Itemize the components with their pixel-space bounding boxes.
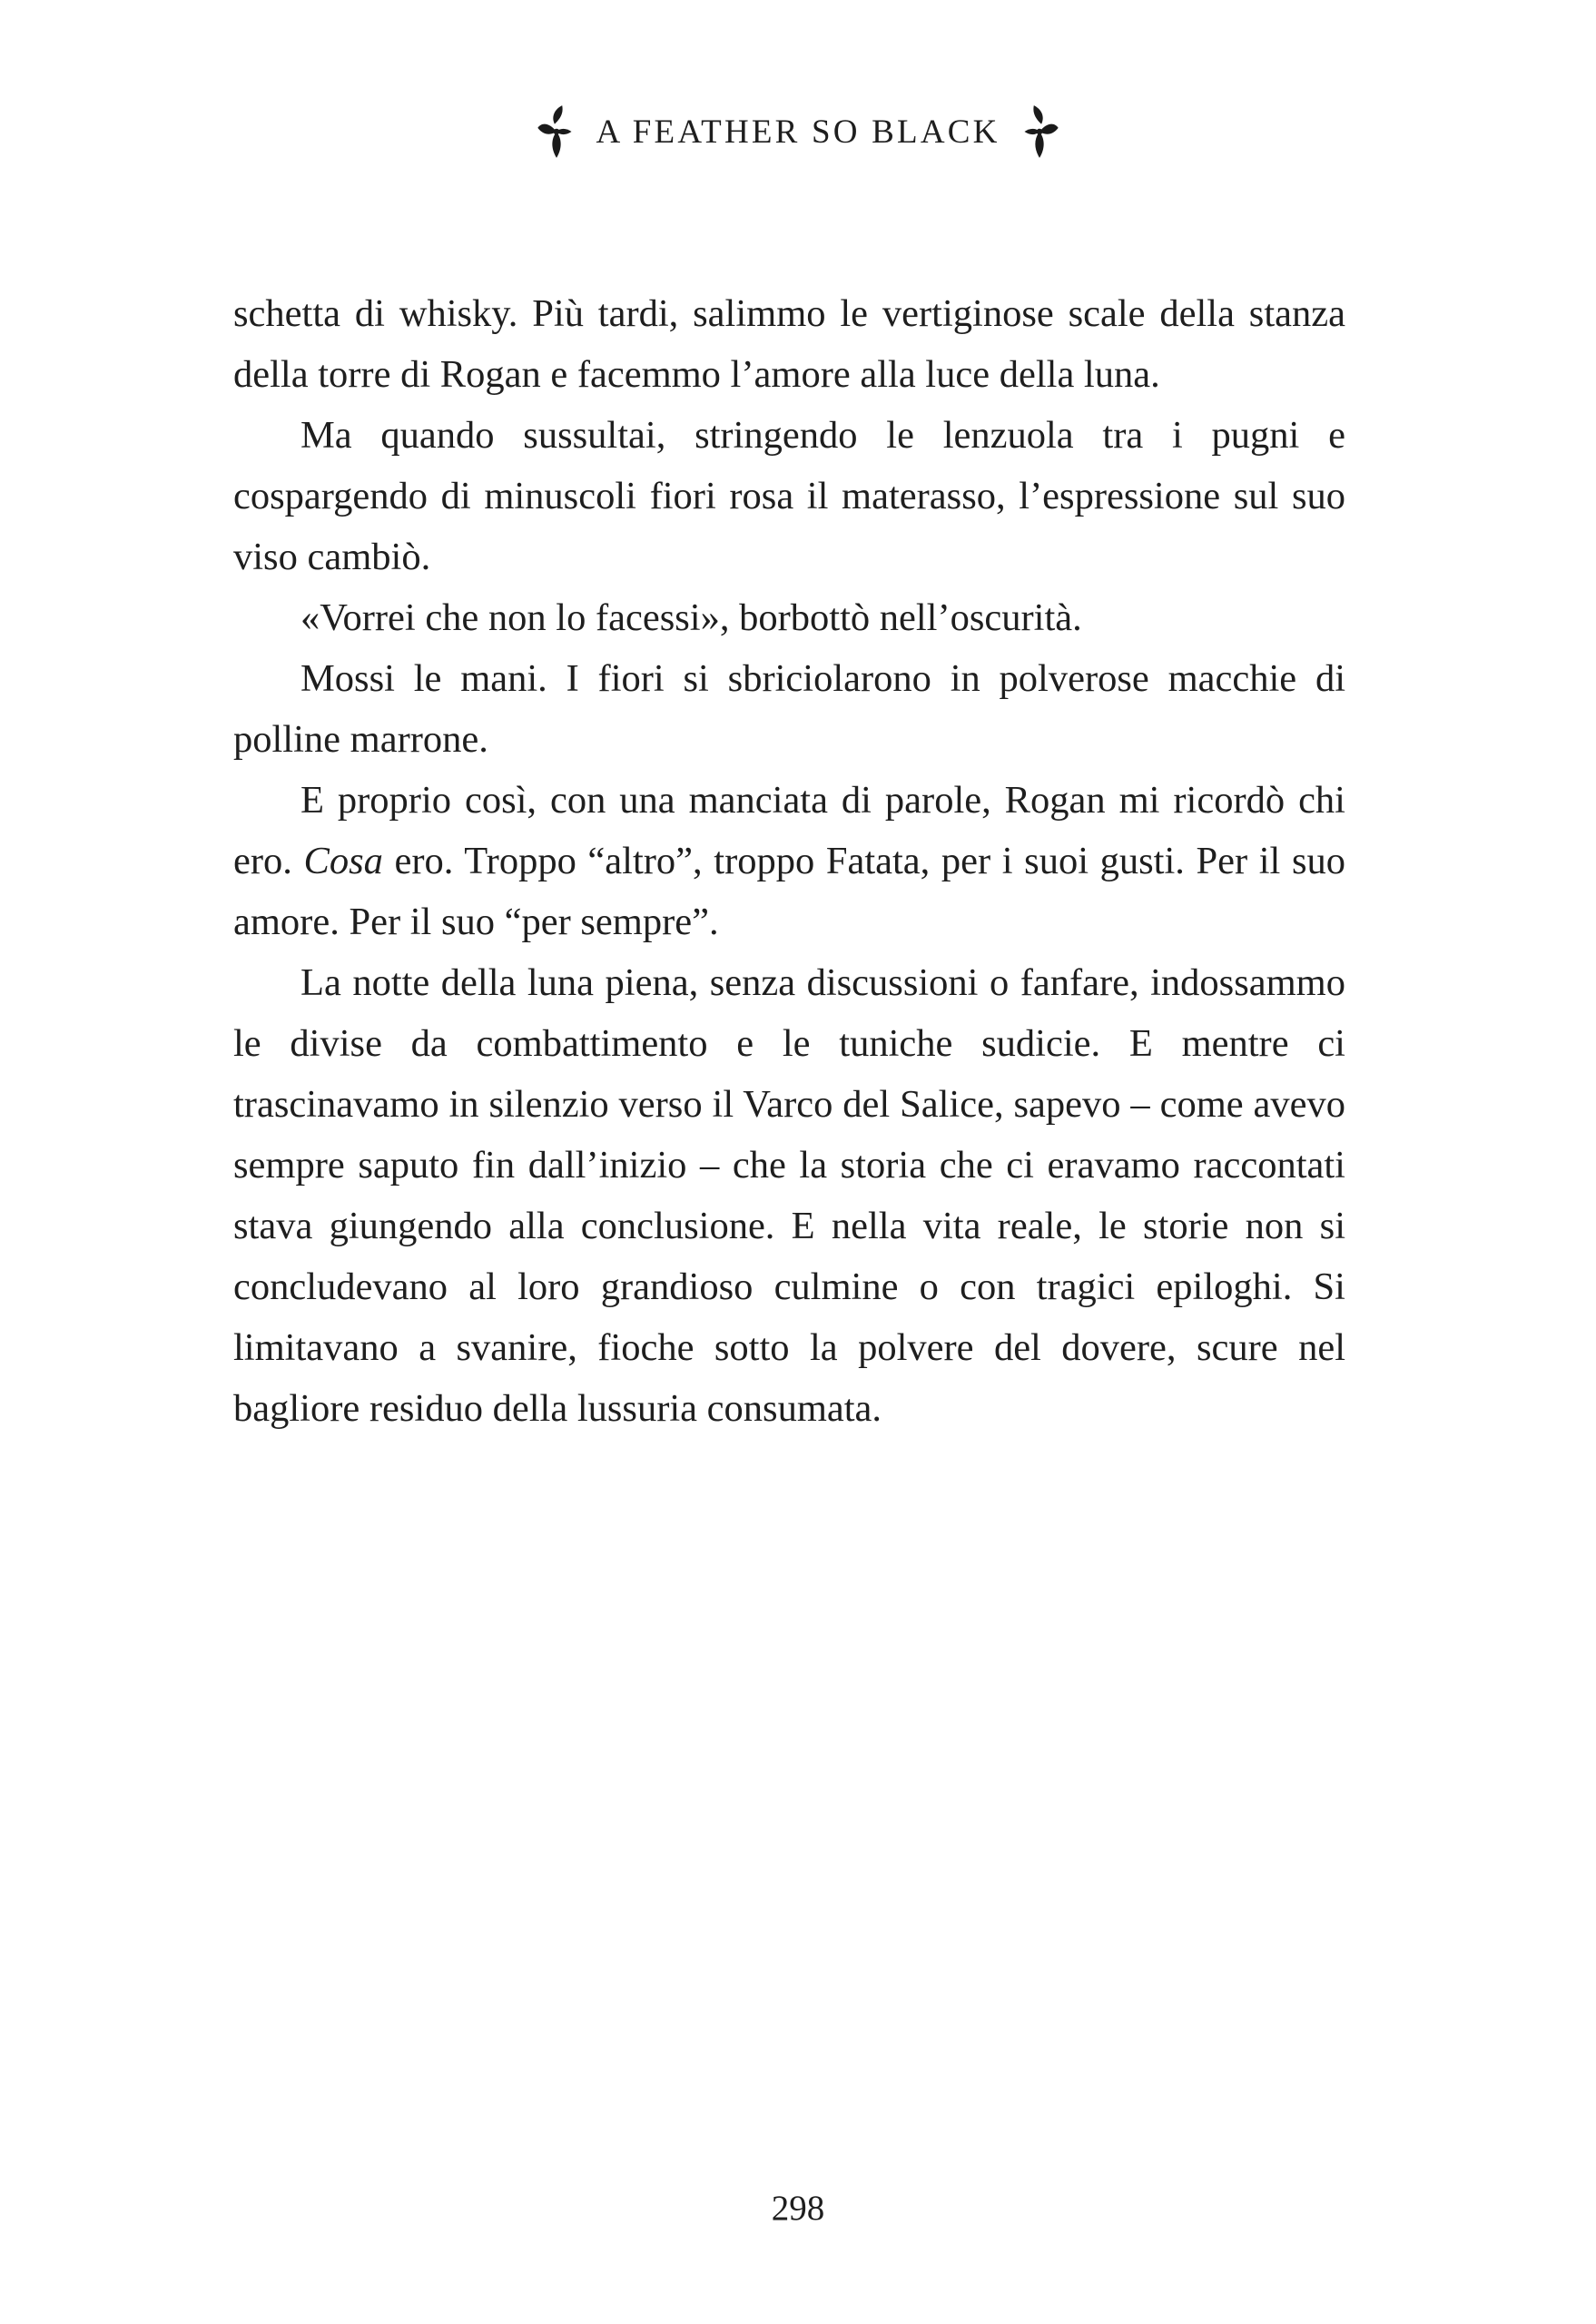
paragraph-text: ero. Troppo “altro”, troppo Fatata, per i suoi gusti. Per il suo amore. Per il suo “per sempre”. — [233, 840, 1345, 943]
paragraph: Ma quando sussultai, stringendo le lenzuola tra i pugni e cospargendo di minuscoli fiori rosa il materasso, l’espressione sul suo viso cambiò. — [233, 414, 1345, 578]
italic-emphasis: Cosa — [303, 840, 383, 882]
paragraph: La notte della luna piena, senza discussioni o fanfare, indossammo le divise da combattimento e le tuniche sudicie. E mentre ci trascinavamo in silenzio verso il Varco del Salice, sapevo – come avevo sempre saputo fin dall’inizio – che la storia che ci eravamo raccontati stava giungendo alla conclusione. E nella vita reale, le storie non si concludevano al loro grandioso culmine o con tragici epiloghi. Si limitavano a svanire, fioche sotto la polvere del dovere, scure nel bagliore residuo della lussuria consumata. — [233, 961, 1345, 1430]
body-text — [233, 283, 1345, 1439]
paragraph-text: E proprio così, con una manciata di parole, Rogan mi ricordò chi ero. — [233, 779, 1345, 882]
paragraph: schetta di whisky. Più tardi, salimmo le vertiginose scale della stanza della torre di Rogan e facemmo l’amore alla luce della luna. — [233, 292, 1345, 396]
fleuron-icon — [1020, 103, 1059, 160]
fleuron-icon — [537, 103, 576, 160]
paragraph: «Vorrei che non lo facessi», borbottò nell’oscurità. — [300, 596, 1082, 639]
running-head — [0, 100, 1596, 163]
paragraph: Mossi le mani. I fiori si sbriciolarono in polverose macchie di polline marrone. — [233, 657, 1345, 761]
running-title: A FEATHER SO BLACK — [596, 113, 1000, 151]
page-number: 298 — [771, 2189, 825, 2228]
paragraph — [233, 770, 1345, 952]
